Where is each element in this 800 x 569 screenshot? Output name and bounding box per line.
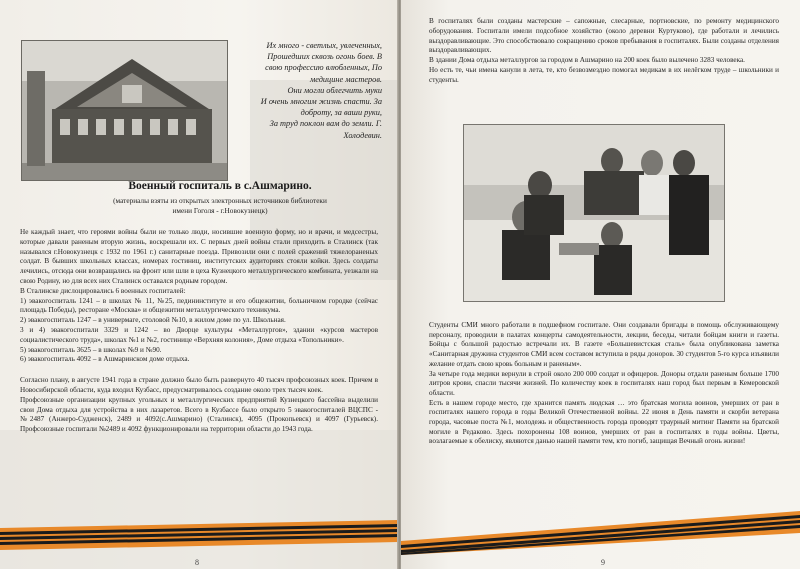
- st-george-ribbon-right: [401, 505, 800, 555]
- paragraph: Профсоюзные организации крупных угольных и металлургических предприятий Кузнецкого бассейна выделили свои Дома отдыха для устройства в них лазаретов. Всего в Кузбассе было открыто 5 эвакогоспиталей ВЦСПС - №2487 (Анжеро-Судженск), 2489 и 4092(с.Ашмарино) (Сталинск), 4095 (Прокопьевск) и 4097 (Гурьевск). Профсоюзные госпитали №2489 и 4092 функционировали на территории области до 1943 года.: [20, 395, 378, 434]
- page-number: 9: [601, 558, 605, 567]
- right-body-text: [429, 321, 779, 447]
- paragraph: В здании Дома отдыха металлургов за городом в Ашмарино на 200 коек было вылечено 3283 человека.: [429, 56, 745, 65]
- source-note-line: имени Гоголя - г.Новокузнецк): [172, 205, 268, 215]
- paragraph: Согласно плану, в августе 1941 года в стране должно было быть развернуто 40 тысяч профсоюзных коек. Причем в Новосибирской области, куда входил Кузбасс, предусматривалось создание около трех тысяч коек.: [20, 376, 378, 394]
- epigraph-poem: [232, 40, 382, 141]
- paragraph: 5) эвакогоспиталь 3625 – в школах №9 и №90.: [20, 345, 162, 354]
- right-page: [401, 0, 800, 569]
- paragraph: За четыре года медики вернули в строй около 200 000 солдат и офицеров. Доноры отдали раненым больше 1700 литров крови, спасли тысячи жизней. По количеству коек в госпиталях наш город был первым в Кемеровской области.: [429, 369, 779, 397]
- poem-line: Их много - светлых, увлеченных,: [266, 41, 382, 50]
- poem-line: И очень многим жизнь спасти. За: [260, 97, 382, 107]
- paragraph: 1) эвакогоспиталь 1241 – в школах № 11, №25, педининституте и его общежитии, больничном городке (сейчас площадь Победы), ресторане «Москва» и общежитии металлургического техникума.: [20, 296, 378, 315]
- paragraph: 2) эвакогоспиталь 1247 – в универмаге, столовой №10, в жилом доме по ул. Школьная.: [20, 316, 286, 325]
- paragraph: 3 и 4) эвакогоспитали 3329 и 1242 – во Дворце культуры «Металлургов», здании «курсов мастеров социалистического труда», школах №1 и №2, гостинице «Верхняя колония», Доме отдыха «Топольники».: [20, 325, 378, 344]
- poem-line: медицине мастеров.: [309, 74, 382, 84]
- paragraph: В Сталинске дислоцировались 6 военных госпиталей:: [20, 286, 186, 295]
- page-number: 8: [195, 558, 199, 567]
- wooden-house-photo: [21, 40, 228, 181]
- st-george-ribbon-left: [0, 520, 398, 560]
- hospital-ward-photo: [463, 124, 725, 302]
- paragraph: Студенты СМИ много работали в подшефном госпитале. Они создавали бригады в помощь обслуживающему персоналу, проводили в палатах концерты самодеятельности, лекции, беседы, читали бойцам книги и газеты. Бойцы с большой радостью встречали их. В газете «Большевистская сталь» была опубликована заметка «Санитарная дружина студентов СМИ всем составом вступила в ряды доноров. 30 студентов 5-го курса изъявили желание отдать свою кровь больным и раненым».: [429, 321, 779, 368]
- poem-line: Холодевин.: [343, 130, 382, 140]
- left-body-text: [20, 228, 378, 435]
- paragraph: Не каждый знает, что героями войны были не только люди, носившие военную форму, но и врачи, и медсестры, которые давали раненым вторую жизнь, воскрешали их. С первых дней войны стали приходить в Сталинск (так назывался г.Новокузнецк с 1932 по 1961 г.) санитарные поезда. Привозили они с полей сражений тяжелораненых солдат. В бывших школьных классах, номерах гостиниц, институтских аудиториях стояли койки. Здесь солдаты лечились, отсюда они возвращались на фронт или шли в цеха Кузнецкого металлургического комбината, уезжали на свою Родину, но для всех них Сталинск оставался родным городом.: [20, 228, 378, 285]
- poem-line: доброту, за ваши руки,: [300, 108, 382, 118]
- poem-line: За труд поклон вам до земли. Г.: [269, 119, 382, 129]
- article-title: Военный госпиталь в с.Ашмарино.: [128, 180, 312, 192]
- poem-line: Прошедших сквозь огонь боев. В: [267, 52, 382, 62]
- source-note-line: (материалы взяты из открытых электронных источников библиотеки: [113, 196, 327, 205]
- right-top-text: [429, 17, 779, 86]
- poem-line: Они могли облегчить муки: [287, 85, 382, 95]
- article-source-note: [40, 196, 398, 215]
- left-page: [0, 0, 398, 569]
- paragraph: В госпиталях были созданы мастерские – сапожные, слесарные, портновские, по ремонту медицинского оборудования. Госпитали имели подсобное хозяйство (около деревни Куртуково), где работали и лечились выздоравливающие. Это способствовало сокращению сроков пребывания в госпиталях. Были созданы отделения выздоравливающих.: [429, 17, 779, 55]
- paragraph: Есть в нашем городе место, где хранится память людская … это братская могила воинов, умерших от ран в госпиталях нашего города в годы Великой Отечественной войны. 22 июня в День памяти и скорби ветерана города, часовые поста №1, молодежь и общественность города проводят траурный митинг Памяти на братской могиле в Редаково. Здесь похоронены 108 воинов, умерших от ран в госпиталях в годы войны. Цветы, возлагаемые к обелиску, являются данью нашей памяти тем, кто погиб, защищая Вечный огонь жизни!: [429, 398, 779, 446]
- paragraph: 6) эвакогоспиталь 4092 – в Ашмаринском доме отдыха.: [20, 355, 190, 364]
- paragraph: Но есть те, чьи имена канули в лета, те, кто безвозмездно помогал медикам в их нелёгком труде – школьники и студенты.: [429, 65, 779, 84]
- poem-line: свою профессию влюбленных, По: [265, 63, 382, 73]
